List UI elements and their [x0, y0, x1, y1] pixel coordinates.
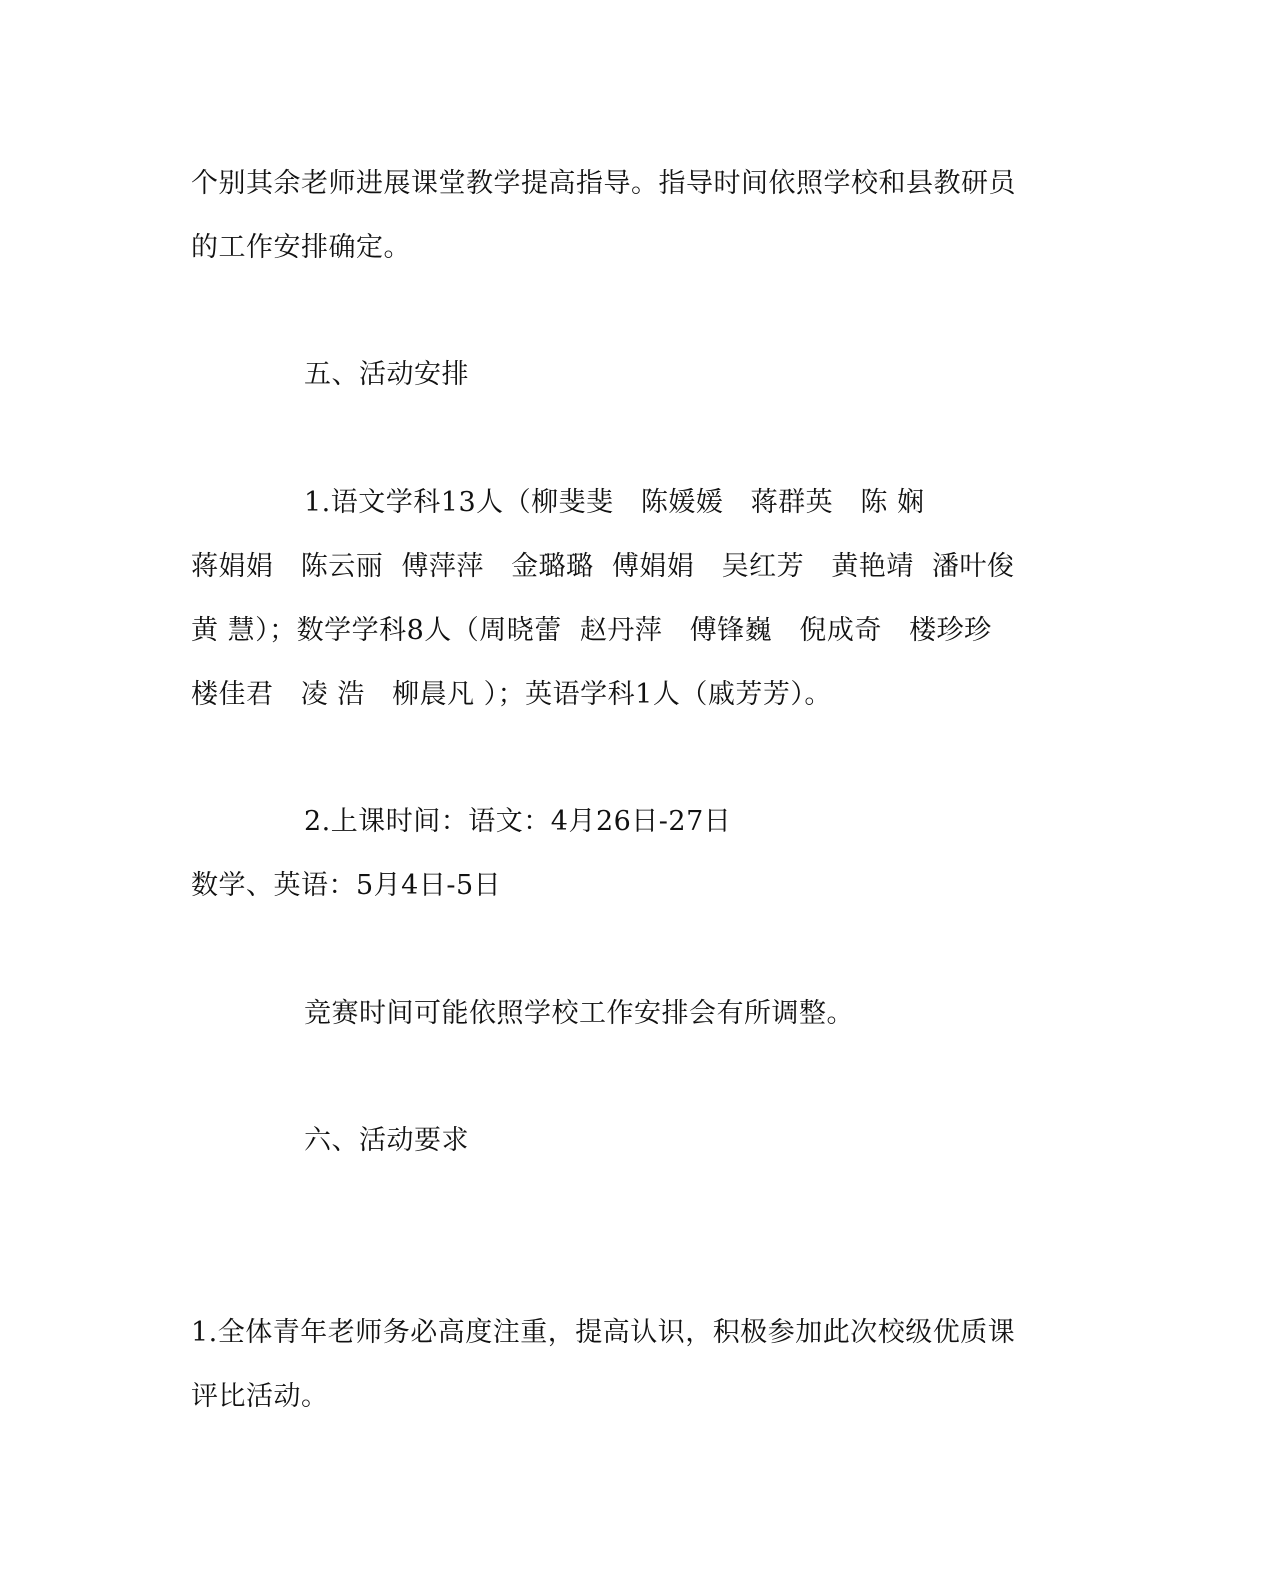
intro-paragraph-line-2: 的工作安排确定。 [191, 232, 411, 263]
requirement-item-1-line-1: 1.全体青年老师务必高度注重，提高认识，积极参加此次校级优质课 [191, 1317, 1016, 1348]
arrangement-item-2-line-2: 数学、英语：5月4日-5日 [191, 870, 502, 901]
section-6-heading: 六、活动要求 [304, 1125, 469, 1156]
arrangement-item-2-line-1: 2.上课时间：语文：4月26日-27日 [304, 806, 732, 837]
arrangement-item-1-line-2: 蒋娟娟 陈云丽 傅萍萍 金璐璐 傅娟娟 吴红芳 黄艳靖 潘叶俊 [191, 551, 1015, 582]
requirement-item-1-line-2: 评比活动。 [191, 1381, 329, 1412]
intro-paragraph-line-1: 个别其余老师进展课堂教学提高指导。指导时间依照学校和县教研员 [191, 168, 1016, 199]
section-5-heading: 五、活动安排 [304, 359, 469, 390]
arrangement-item-1-line-1: 1.语文学科13人（柳斐斐 陈媛媛 蒋群英 陈 娴 [304, 487, 925, 518]
schedule-adjustment-note: 竞赛时间可能依照学校工作安排会有所调整。 [304, 998, 854, 1029]
arrangement-item-1-line-3: 黄 慧）；数学学科8人（周晓蕾 赵丹萍 傅锋巍 倪成奇 楼珍珍 [191, 615, 992, 646]
arrangement-item-1-line-4: 楼佳君 凌 浩 柳晨凡 ）；英语学科1人（戚芳芳）。 [191, 679, 832, 710]
